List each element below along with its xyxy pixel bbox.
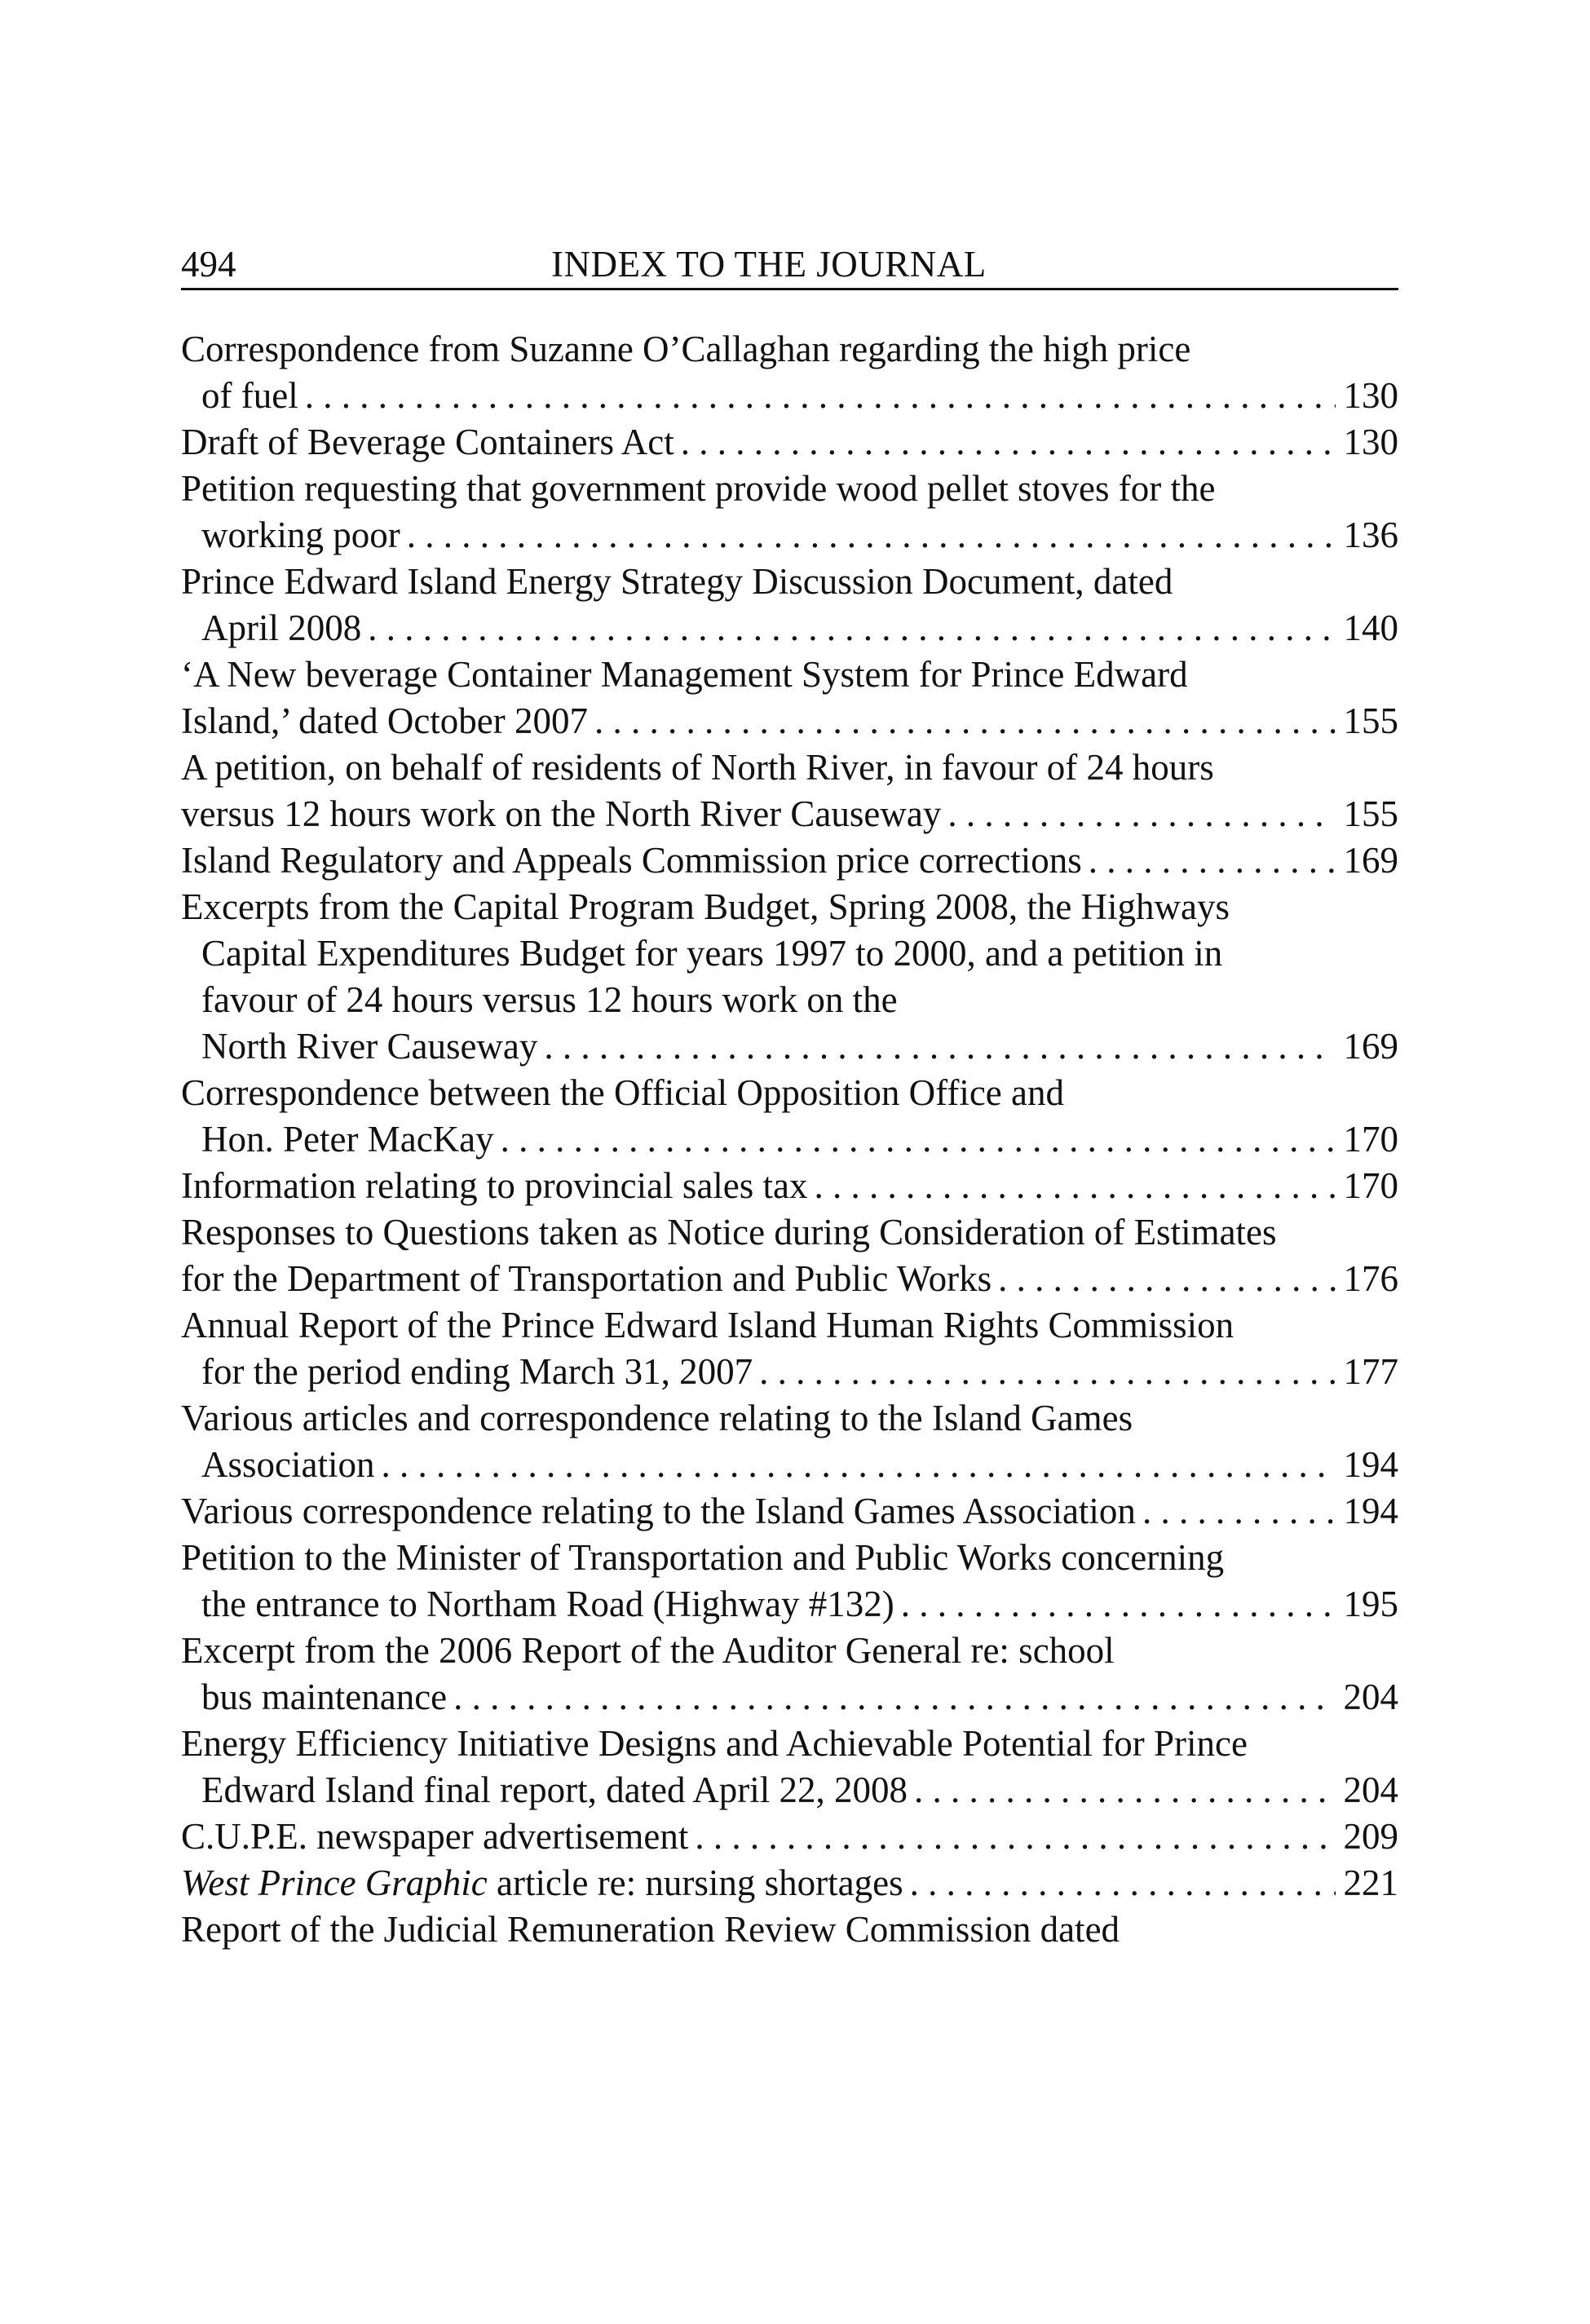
entry-text-line: Various articles and correspondence relating to the Island Games bbox=[181, 1398, 1133, 1438]
dot-leader bbox=[407, 512, 1336, 559]
entry-final-text bbox=[181, 1256, 992, 1302]
index-entry bbox=[181, 559, 1398, 652]
entry-final-text bbox=[201, 1674, 447, 1721]
entry-text-line: Excerpt from the 2006 Report of the Auditor General re: school bbox=[181, 1630, 1115, 1671]
entry-final-line bbox=[181, 837, 1398, 884]
entry-text-line: Annual Report of the Prince Edward Island Human Rights Commission bbox=[181, 1305, 1234, 1345]
index-entry bbox=[181, 1163, 1398, 1209]
dot-leader bbox=[453, 1674, 1335, 1721]
entry-final-text-body: Island,’ dated October 2007 bbox=[181, 700, 588, 741]
entry-final-text-body: C.U.P.E. newspaper advertisement bbox=[181, 1816, 689, 1857]
dot-leader bbox=[901, 1581, 1336, 1628]
index-entry bbox=[181, 326, 1398, 419]
entry-final-text-body: the entrance to Northam Road (Highway #132) bbox=[201, 1584, 894, 1624]
entry-text-line: Report of the Judicial Remuneration Review Commission dated bbox=[181, 1909, 1120, 1950]
entry-final-line bbox=[181, 698, 1398, 744]
entry-text-line: Excerpts from the Capital Program Budget, Spring 2008, the Highways bbox=[181, 886, 1230, 927]
entry-final-text bbox=[201, 605, 361, 652]
entry-final-line bbox=[181, 1349, 1398, 1395]
page-reference: 140 bbox=[1343, 608, 1398, 648]
entry-final-line bbox=[181, 373, 1398, 419]
index-entry bbox=[181, 419, 1398, 466]
index-entry bbox=[181, 837, 1398, 884]
page-reference: 194 bbox=[1343, 1491, 1398, 1531]
page-reference: 170 bbox=[1343, 1165, 1398, 1206]
dot-leader bbox=[544, 1023, 1335, 1070]
entry-final-text bbox=[181, 419, 674, 466]
entry-final-line bbox=[181, 1860, 1398, 1906]
page-reference: 204 bbox=[1343, 1677, 1398, 1717]
entry-final-line bbox=[181, 1674, 1398, 1721]
index-entry bbox=[181, 1395, 1398, 1488]
entry-final-text-body: Edward Island final report, dated April 22, 2008 bbox=[201, 1770, 908, 1810]
entry-final-text-body: Various correspondence relating to the Island Games Association bbox=[181, 1491, 1136, 1531]
entry-final-line bbox=[181, 1814, 1398, 1860]
dot-leader bbox=[695, 1814, 1335, 1860]
index-entry bbox=[181, 1488, 1398, 1535]
dot-leader bbox=[914, 1767, 1335, 1814]
entry-final-text-body: working poor bbox=[201, 515, 400, 555]
index-entries bbox=[181, 326, 1398, 1953]
entry-final-text-body: Association bbox=[201, 1444, 375, 1485]
page-reference: 204 bbox=[1343, 1770, 1398, 1810]
index-entry bbox=[181, 1535, 1398, 1628]
entry-final-line bbox=[181, 1581, 1398, 1628]
journal-page bbox=[181, 241, 1398, 1953]
index-entry bbox=[181, 884, 1398, 1070]
entry-final-text-body: bus maintenance bbox=[201, 1677, 448, 1717]
running-title: INDEX TO THE JOURNAL bbox=[551, 244, 987, 285]
dot-leader bbox=[910, 1860, 1336, 1906]
entry-final-text-body: article re: nursing shortages bbox=[487, 1862, 903, 1903]
entry-final-text bbox=[181, 837, 1082, 884]
entry-final-text bbox=[201, 1023, 537, 1070]
page-reference: 221 bbox=[1343, 1862, 1398, 1903]
entry-final-line bbox=[181, 1256, 1398, 1302]
dot-leader bbox=[305, 373, 1336, 419]
entry-text-line: Petition to the Minister of Transportation and Public Works concerning bbox=[181, 1537, 1225, 1578]
entry-final-text bbox=[181, 698, 588, 744]
page-reference: 155 bbox=[1343, 700, 1398, 741]
page-reference: 195 bbox=[1343, 1584, 1398, 1624]
dot-leader bbox=[947, 791, 1335, 837]
entry-final-line bbox=[181, 1116, 1398, 1163]
dot-leader bbox=[815, 1163, 1336, 1209]
entry-final-text-body: of fuel bbox=[201, 375, 298, 416]
index-entry bbox=[181, 1209, 1398, 1302]
entry-final-text-body: Draft of Beverage Containers Act bbox=[181, 422, 674, 462]
page-reference: 130 bbox=[1343, 375, 1398, 416]
page-reference: 177 bbox=[1343, 1351, 1398, 1392]
entry-final-line bbox=[181, 1488, 1398, 1535]
entry-italic-title: West Prince Graphic bbox=[181, 1862, 488, 1903]
entry-text-line: Correspondence between the Official Opposition Office and bbox=[181, 1072, 1064, 1113]
page-reference: 176 bbox=[1343, 1258, 1398, 1299]
entry-text-line: Correspondence from Suzanne O’Callaghan regarding the high price bbox=[181, 329, 1191, 369]
dot-leader bbox=[501, 1116, 1336, 1163]
page-reference: 169 bbox=[1343, 840, 1398, 881]
entry-final-text bbox=[201, 373, 298, 419]
entry-final-line bbox=[181, 1442, 1398, 1488]
entry-final-text-body: Information relating to provincial sales tax bbox=[181, 1165, 808, 1206]
entry-final-line bbox=[181, 605, 1398, 652]
page-reference: 136 bbox=[1343, 515, 1398, 555]
dot-leader bbox=[594, 698, 1336, 744]
page-reference: 169 bbox=[1343, 1026, 1398, 1067]
index-entry bbox=[181, 1721, 1398, 1814]
index-entry bbox=[181, 652, 1398, 744]
entry-final-line bbox=[181, 1163, 1398, 1209]
entry-final-text bbox=[201, 1767, 908, 1814]
entry-final-line bbox=[181, 419, 1398, 466]
index-entry bbox=[181, 466, 1398, 559]
dot-leader bbox=[1142, 1488, 1336, 1535]
dot-leader bbox=[681, 419, 1336, 466]
page-reference: 209 bbox=[1343, 1816, 1398, 1857]
entry-final-text bbox=[181, 1163, 808, 1209]
dot-leader bbox=[1089, 837, 1336, 884]
entry-text-line: A petition, on behalf of residents of North River, in favour of 24 hours bbox=[181, 747, 1214, 788]
index-entry bbox=[181, 1814, 1398, 1860]
page-reference: 170 bbox=[1343, 1119, 1398, 1160]
entry-text-line: ‘A New beverage Container Management System for Prince Edward bbox=[181, 654, 1188, 695]
entry-final-text bbox=[201, 1349, 753, 1395]
entry-final-text-body: April 2008 bbox=[201, 608, 362, 648]
entry-final-text-body: versus 12 hours work on the North River Causeway bbox=[181, 793, 942, 834]
entry-text-line: Capital Expenditures Budget for years 1997 to 2000, and a petition in bbox=[201, 933, 1223, 974]
dot-leader bbox=[368, 605, 1335, 652]
index-entry bbox=[181, 1628, 1398, 1721]
index-entry bbox=[181, 1906, 1398, 1953]
entry-final-text-body: for the period ending March 31, 2007 bbox=[201, 1351, 753, 1392]
index-entry bbox=[181, 1070, 1398, 1163]
entry-final-text bbox=[201, 1581, 894, 1628]
index-entry bbox=[181, 1860, 1398, 1906]
index-entry bbox=[181, 744, 1398, 837]
entry-final-text-body: Island Regulatory and Appeals Commission price corrections bbox=[181, 840, 1082, 881]
page-number: 494 bbox=[181, 244, 236, 285]
page-header bbox=[181, 241, 1398, 290]
entry-text-line: Energy Efficiency Initiative Designs and Achievable Potential for Prince bbox=[181, 1723, 1248, 1764]
entry-text-line: Prince Edward Island Energy Strategy Discussion Document, dated bbox=[181, 561, 1173, 602]
entry-final-line bbox=[181, 791, 1398, 837]
entry-text-line: favour of 24 hours versus 12 hours work on the bbox=[201, 979, 898, 1020]
entry-final-text bbox=[181, 1860, 903, 1906]
dot-leader bbox=[759, 1349, 1335, 1395]
entry-final-text-body: Hon. Peter MacKay bbox=[201, 1119, 494, 1160]
entry-final-text-body: for the Department of Transportation and Public Works bbox=[181, 1258, 992, 1299]
page-reference: 155 bbox=[1343, 793, 1398, 834]
entry-final-text bbox=[181, 1488, 1136, 1535]
entry-text-line: Petition requesting that government provide wood pellet stoves for the bbox=[181, 468, 1216, 509]
page-reference: 130 bbox=[1343, 422, 1398, 462]
entry-final-text bbox=[201, 1116, 494, 1163]
entry-final-text bbox=[181, 791, 941, 837]
entry-text-line: Responses to Questions taken as Notice during Consideration of Estimates bbox=[181, 1212, 1277, 1253]
entry-final-text-body: North River Causeway bbox=[201, 1026, 538, 1067]
entry-final-text bbox=[201, 512, 400, 559]
entry-final-line bbox=[181, 1767, 1398, 1814]
page-reference: 194 bbox=[1343, 1444, 1398, 1485]
dot-leader bbox=[998, 1256, 1335, 1302]
entry-final-text bbox=[201, 1442, 374, 1488]
entry-final-line bbox=[181, 512, 1398, 559]
index-entry bbox=[181, 1302, 1398, 1395]
dot-leader bbox=[381, 1442, 1335, 1488]
entry-final-line bbox=[181, 1023, 1398, 1070]
entry-final-text bbox=[181, 1814, 688, 1860]
